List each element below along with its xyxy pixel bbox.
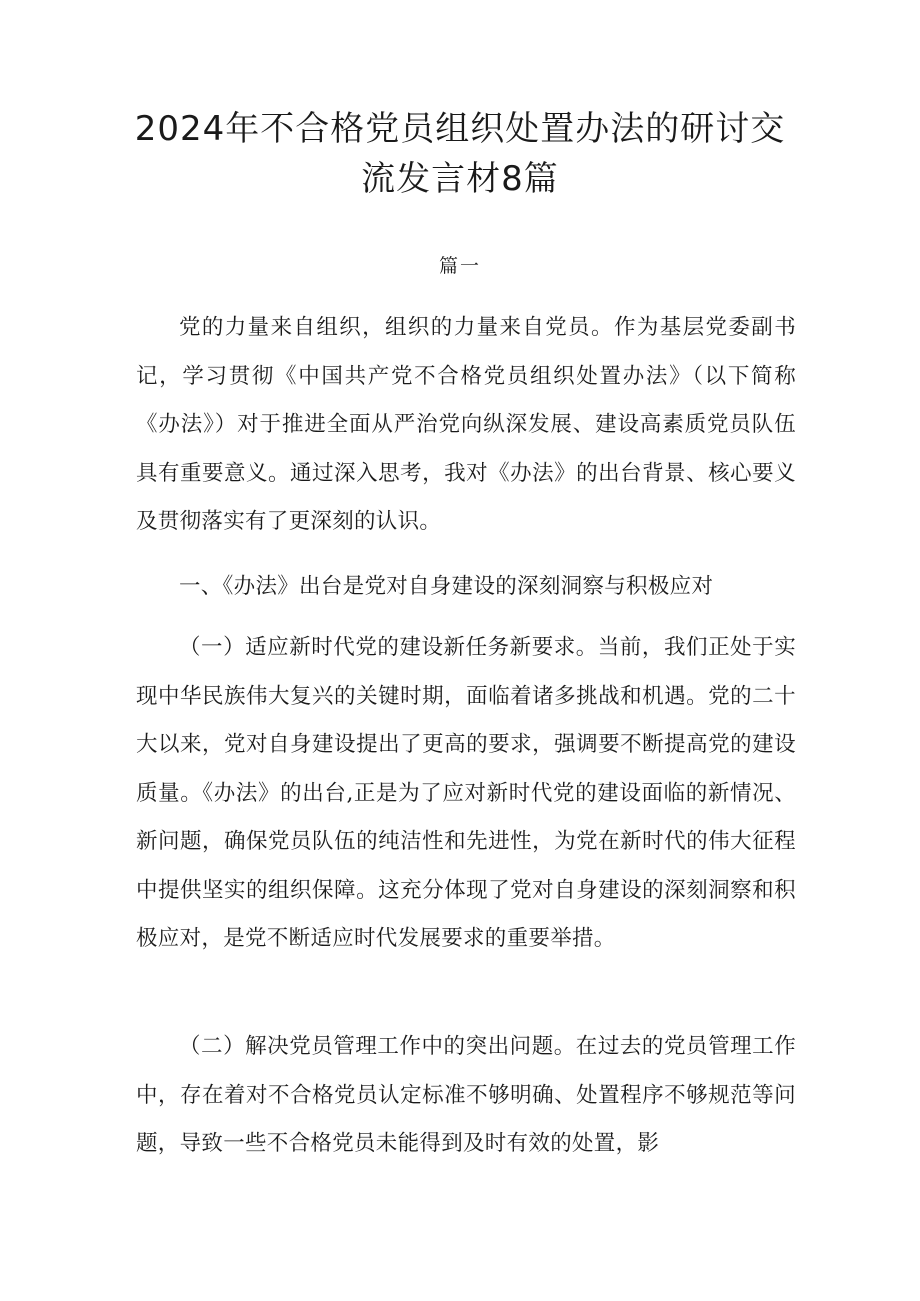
document-title <box>120 104 800 204</box>
title-line-1: 2024年不合格党员组织处置办法的研讨交 <box>134 109 786 149</box>
paragraph-one: （一）适应新时代党的建设新任务新要求。当前，我们正处于实现中华民族伟大复兴的关键时期，面临着诸多挑战和机遇。党的二十大以来，党对自身建设提出了更高的要求，强调要不断提高党的建设质量。《办法》的出台,正是为了应对新时代党的建设面临的新情况、新问题，确保党员队伍的纯洁性和先进性，为党在新时代的伟大征程中提供坚实的组织保障。这充分体现了党对自身建设的深刻洞察和积极应对，是党不断适应时代发展要求的重要举措。 <box>136 635 796 951</box>
intro-paragraph: 党的力量来自组织，组织的力量来自党员。作为基层党委副书记，学习贯彻《中国共产党不合格党员组织处置办法》（以下简称《办法》）对于推进全面从严治党向纵深发展、建设高素质党员队伍具有重要意义。通过深入思考，我对《办法》的出台背景、核心要义及贯彻落实有了更深刻的认识。 <box>136 315 796 534</box>
title-line-2: 流发言材8篇 <box>361 159 559 199</box>
paragraph-two: （二）解决党员管理工作中的突出问题。在过去的党员管理工作中，存在着对不合格党员认定标准不够明确、处置程序不够规范等问题，导致一些不合格党员未能得到及时有效的处置，影 <box>136 1034 796 1156</box>
section-label: 篇一 <box>438 255 481 277</box>
heading-one: 一、《办法》出台是党对自身建设的深刻洞察与积极应对 <box>179 574 714 599</box>
